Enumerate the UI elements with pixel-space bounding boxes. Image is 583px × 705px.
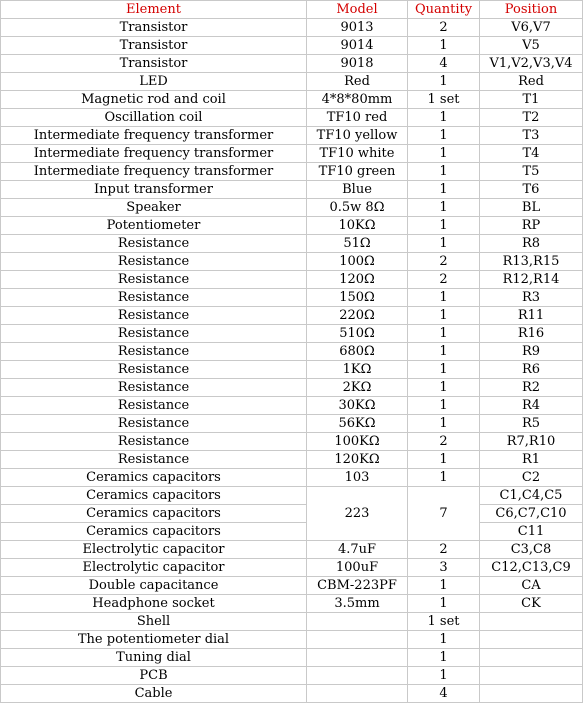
table-row [1, 487, 583, 505]
cell-element: Transistor [1, 19, 307, 37]
header-quantity: Quantity [408, 1, 480, 19]
table-row [1, 469, 583, 487]
cell-position: T6 [480, 181, 583, 199]
cell-position: R6 [480, 361, 583, 379]
table-row [1, 163, 583, 181]
cell-position: RP [480, 217, 583, 235]
cell-model [307, 667, 408, 685]
cell-position: C2 [480, 469, 583, 487]
cell-element: Headphone socket [1, 595, 307, 613]
cell-position: T5 [480, 163, 583, 181]
cell-quantity: 1 [408, 181, 480, 199]
cell-quantity: 3 [408, 559, 480, 577]
cell-model: 10KΩ [307, 217, 408, 235]
cell-position: V6,V7 [480, 19, 583, 37]
table-row [1, 577, 583, 595]
cell-position: R11 [480, 307, 583, 325]
cell-element: Ceramics capacitors [1, 469, 307, 487]
cell-position: C11 [480, 523, 583, 541]
cell-quantity: 1 [408, 145, 480, 163]
cell-model: 9013 [307, 19, 408, 37]
cell-position: T2 [480, 109, 583, 127]
table-row [1, 181, 583, 199]
cell-element: Resistance [1, 451, 307, 469]
cell-quantity: 1 [408, 667, 480, 685]
cell-element: Cable [1, 685, 307, 703]
cell-position [480, 631, 583, 649]
cell-element: Shell [1, 613, 307, 631]
cell-model: TF10 white [307, 145, 408, 163]
cell-model: 120KΩ [307, 451, 408, 469]
cell-element: Resistance [1, 379, 307, 397]
cell-element: Ceramics capacitors [1, 487, 307, 505]
cell-position: R4 [480, 397, 583, 415]
cell-position [480, 613, 583, 631]
cell-position: R2 [480, 379, 583, 397]
table-row [1, 145, 583, 163]
cell-position: CA [480, 577, 583, 595]
cell-position: BL [480, 199, 583, 217]
cell-model: 120Ω [307, 271, 408, 289]
cell-model: 100uF [307, 559, 408, 577]
cell-quantity: 1 [408, 379, 480, 397]
cell-element: Input transformer [1, 181, 307, 199]
cell-quantity: 1 [408, 595, 480, 613]
cell-quantity: 1 [408, 235, 480, 253]
cell-element: Resistance [1, 271, 307, 289]
table-row [1, 37, 583, 55]
cell-element: Resistance [1, 397, 307, 415]
cell-position: C12,C13,C9 [480, 559, 583, 577]
cell-model: 103 [307, 469, 408, 487]
table-row [1, 613, 583, 631]
cell-model: 4*8*80mm [307, 91, 408, 109]
cell-quantity: 1 [408, 397, 480, 415]
cell-model [307, 613, 408, 631]
cell-element: Transistor [1, 37, 307, 55]
table-row [1, 559, 583, 577]
cell-element: Magnetic rod and coil [1, 91, 307, 109]
cell-element: Resistance [1, 361, 307, 379]
cell-quantity: 4 [408, 685, 480, 703]
cell-element: Electrolytic capacitor [1, 541, 307, 559]
table-row [1, 451, 583, 469]
cell-element: Resistance [1, 235, 307, 253]
table-row [1, 325, 583, 343]
cell-position: V1,V2,V3,V4 [480, 55, 583, 73]
cell-model [307, 685, 408, 703]
cell-model: TF10 yellow [307, 127, 408, 145]
cell-model: 100KΩ [307, 433, 408, 451]
cell-element: Speaker [1, 199, 307, 217]
table-row [1, 631, 583, 649]
cell-element: Tuning dial [1, 649, 307, 667]
cell-model: TF10 green [307, 163, 408, 181]
table-row [1, 127, 583, 145]
header-model: Model [307, 1, 408, 19]
cell-model: 0.5w 8Ω [307, 199, 408, 217]
cell-element: Intermediate frequency transformer [1, 163, 307, 181]
cell-element: LED [1, 73, 307, 91]
table-row [1, 505, 583, 523]
cell-quantity: 1 [408, 109, 480, 127]
cell-element: Double capacitance [1, 577, 307, 595]
cell-position: T3 [480, 127, 583, 145]
cell-position: T1 [480, 91, 583, 109]
header-position: Position [480, 1, 583, 19]
table-row [1, 541, 583, 559]
table-row [1, 289, 583, 307]
cell-model: 220Ω [307, 307, 408, 325]
cell-quantity: 1 [408, 631, 480, 649]
cell-position: R7,R10 [480, 433, 583, 451]
cell-position: T4 [480, 145, 583, 163]
cell-quantity: 2 [408, 253, 480, 271]
cell-model: 223 [307, 487, 408, 541]
table-row [1, 685, 583, 703]
cell-element: Resistance [1, 325, 307, 343]
cell-model: Blue [307, 181, 408, 199]
cell-position: C1,C4,C5 [480, 487, 583, 505]
table-row [1, 271, 583, 289]
cell-element: Resistance [1, 343, 307, 361]
cell-position: R5 [480, 415, 583, 433]
table-row [1, 343, 583, 361]
cell-element: Resistance [1, 307, 307, 325]
cell-quantity: 2 [408, 271, 480, 289]
cell-model: 51Ω [307, 235, 408, 253]
cell-element: Resistance [1, 415, 307, 433]
cell-position: R16 [480, 325, 583, 343]
cell-position [480, 685, 583, 703]
cell-position: R9 [480, 343, 583, 361]
cell-model: CBM-223PF [307, 577, 408, 595]
table-row [1, 595, 583, 613]
cell-position [480, 667, 583, 685]
cell-quantity: 1 [408, 577, 480, 595]
table-row [1, 73, 583, 91]
cell-quantity: 1 [408, 289, 480, 307]
cell-element: Electrolytic capacitor [1, 559, 307, 577]
cell-element: Intermediate frequency transformer [1, 127, 307, 145]
cell-model: 150Ω [307, 289, 408, 307]
header-element: Element [1, 1, 307, 19]
cell-model: 3.5mm [307, 595, 408, 613]
cell-model: 4.7uF [307, 541, 408, 559]
table-row [1, 253, 583, 271]
cell-model: 510Ω [307, 325, 408, 343]
table-row [1, 433, 583, 451]
cell-quantity: 1 [408, 37, 480, 55]
cell-model [307, 631, 408, 649]
cell-element: PCB [1, 667, 307, 685]
cell-quantity: 7 [408, 487, 480, 541]
cell-element: Ceramics capacitors [1, 523, 307, 541]
cell-quantity: 2 [408, 433, 480, 451]
cell-model: 2KΩ [307, 379, 408, 397]
cell-position: C6,C7,C10 [480, 505, 583, 523]
table-row [1, 415, 583, 433]
cell-element: Resistance [1, 433, 307, 451]
cell-element: Oscillation coil [1, 109, 307, 127]
cell-model: 1KΩ [307, 361, 408, 379]
cell-quantity: 1 [408, 361, 480, 379]
table-row [1, 307, 583, 325]
cell-model: 680Ω [307, 343, 408, 361]
table-row [1, 91, 583, 109]
cell-quantity: 1 [408, 199, 480, 217]
cell-model: Red [307, 73, 408, 91]
cell-quantity: 2 [408, 541, 480, 559]
table-row [1, 109, 583, 127]
table-row [1, 397, 583, 415]
table-row [1, 523, 583, 541]
cell-position: Red [480, 73, 583, 91]
table-row [1, 235, 583, 253]
header-row [1, 1, 583, 19]
cell-quantity: 4 [408, 55, 480, 73]
cell-model: 56KΩ [307, 415, 408, 433]
cell-model [307, 649, 408, 667]
cell-model: 9018 [307, 55, 408, 73]
cell-position: R1 [480, 451, 583, 469]
table-row [1, 19, 583, 37]
table-row [1, 379, 583, 397]
cell-quantity: 1 [408, 451, 480, 469]
cell-quantity: 1 [408, 163, 480, 181]
cell-position: R13,R15 [480, 253, 583, 271]
cell-position: R8 [480, 235, 583, 253]
cell-quantity: 1 set [408, 91, 480, 109]
cell-model: 9014 [307, 37, 408, 55]
cell-quantity: 1 [408, 343, 480, 361]
cell-quantity: 1 [408, 415, 480, 433]
cell-element: Ceramics capacitors [1, 505, 307, 523]
cell-model: 30KΩ [307, 397, 408, 415]
cell-position: CK [480, 595, 583, 613]
cell-position: C3,C8 [480, 541, 583, 559]
cell-element: Transistor [1, 55, 307, 73]
cell-position: V5 [480, 37, 583, 55]
cell-quantity: 1 set [408, 613, 480, 631]
cell-element: Resistance [1, 289, 307, 307]
cell-quantity: 1 [408, 73, 480, 91]
cell-element: Intermediate frequency transformer [1, 145, 307, 163]
cell-position [480, 649, 583, 667]
table-row [1, 649, 583, 667]
cell-element: Resistance [1, 253, 307, 271]
table-row [1, 361, 583, 379]
table-row [1, 217, 583, 235]
cell-element: The potentiometer dial [1, 631, 307, 649]
cell-model: 100Ω [307, 253, 408, 271]
cell-element: Potentiometer [1, 217, 307, 235]
cell-position: R12,R14 [480, 271, 583, 289]
cell-quantity: 2 [408, 19, 480, 37]
table-body [1, 19, 583, 703]
cell-quantity: 1 [408, 325, 480, 343]
cell-quantity: 1 [408, 649, 480, 667]
cell-model: TF10 red [307, 109, 408, 127]
cell-quantity: 1 [408, 307, 480, 325]
cell-quantity: 1 [408, 217, 480, 235]
cell-quantity: 1 [408, 469, 480, 487]
table-row [1, 55, 583, 73]
cell-position: R3 [480, 289, 583, 307]
table-row [1, 667, 583, 685]
table-row [1, 199, 583, 217]
cell-quantity: 1 [408, 127, 480, 145]
